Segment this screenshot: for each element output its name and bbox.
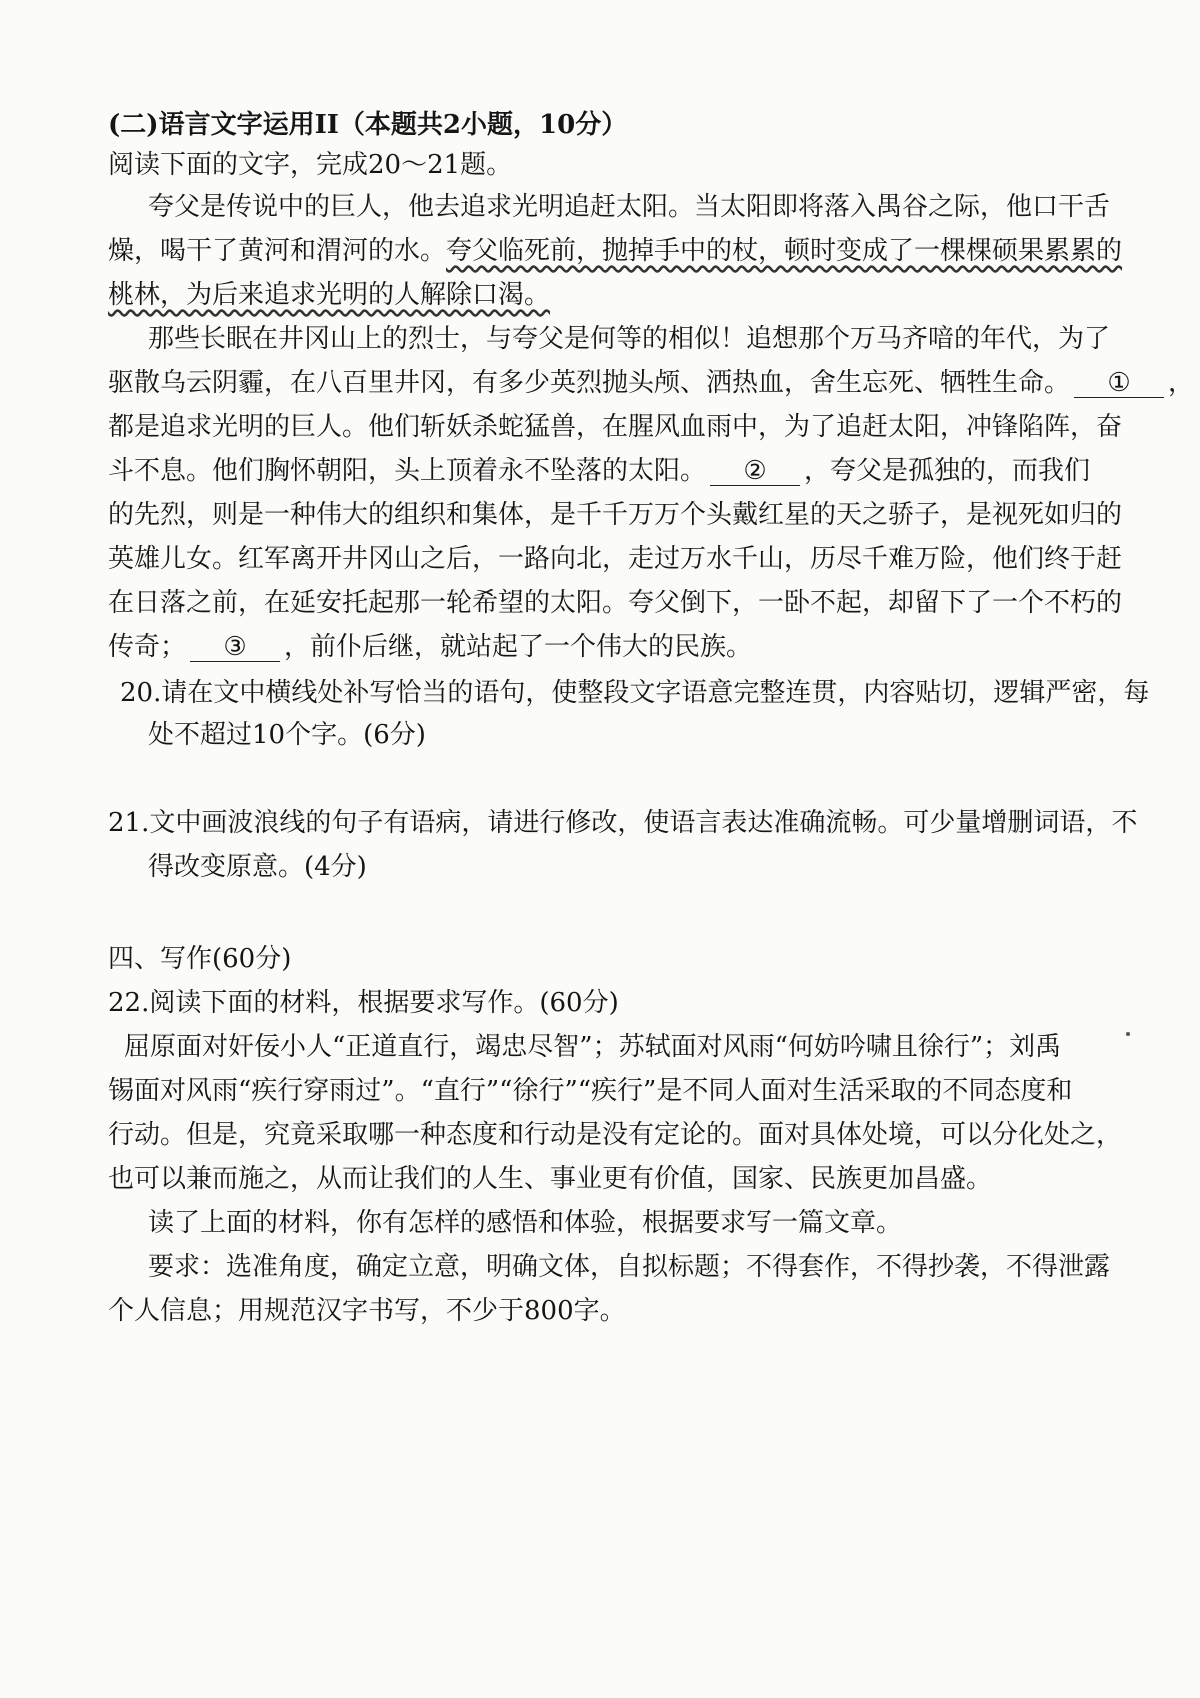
- question-22: 22.阅读下面的材料，根据要求写作。(60分): [108, 988, 619, 1018]
- passage-text: 驱散乌云阴霾，在八百里井冈，有多少英烈抛头颅、洒热血，舍生忘死、牺牲生命。: [108, 368, 1071, 398]
- question-20: 20.请在文中横线处补写恰当的语句，使整段文字语意完整连贯，内容贴切，逻辑严密，每: [120, 678, 1150, 708]
- requirement-line: 要求：选准角度，确定立意，明确文体，自拟标题；不得套作，不得抄袭，不得泄露: [148, 1252, 1111, 1282]
- section-intro: 阅读下面的文字，完成20～21题。: [108, 150, 513, 180]
- passage-text: ，: [1168, 368, 1195, 398]
- passage-text: 传奇；: [108, 632, 187, 662]
- passage-line: 那些长眠在井冈山上的烈士，与夸父是何等的相似！追想那个万马齐喑的年代，为了: [148, 324, 1111, 354]
- passage-text: 燥，喝干了黄河和渭河的水。: [108, 236, 447, 266]
- question-20-cont: 处不超过10个字。(6分): [148, 720, 426, 750]
- blank-2: ②: [710, 457, 800, 486]
- writing-heading: 四、写作(60分): [108, 944, 292, 974]
- passage-line: 夸父是传说中的巨人，他去追求光明追赶太阳。当太阳即将落入禺谷之际，他口干舌: [148, 192, 1111, 222]
- passage-line: 都是追求光明的巨人。他们斩妖杀蛇猛兽，在腥风血雨中，为了追赶太阳，冲锋陷阵，奋: [108, 412, 1123, 442]
- passage-line: [108, 454, 1090, 488]
- material-line: 屈原面对奸佞小人“正道直行，竭忠尽智”；苏轼面对风雨“何妨吟啸且徐行”；刘禹: [124, 1032, 1062, 1062]
- passage-line: 的先烈，则是一种伟大的组织和集体，是千千万万个头戴红星的天之骄子，是视死如归的: [108, 500, 1123, 530]
- requirement-line: 个人信息；用规范汉字书写，不少于800字。: [108, 1296, 626, 1326]
- material-line: 锡面对风雨“疾行穿雨过”。“直行”“徐行”“疾行”是不同人面对生活采取的不同态度和: [108, 1076, 1073, 1106]
- material-line: 读了上面的材料，你有怎样的感悟和体验，根据要求写一篇文章。: [148, 1208, 903, 1238]
- passage-text: ，前仆后继，就站起了一个伟大的民族。: [284, 632, 753, 662]
- blank-3: ③: [190, 633, 280, 662]
- question-21: 21.文中画波浪线的句子有语病，请进行修改，使语言表达准确流畅。可少量增删词语，不: [108, 808, 1138, 838]
- wavy-sentence: 桃林，为后来追求光明的人解除口渴。: [108, 280, 551, 310]
- passage-line: 在日落之前，在延安托起那一轮希望的太阳。夸父倒下，一卧不起，却留下了一个不朽的: [108, 588, 1123, 618]
- passage-text: 斗不息。他们胸怀朝阳，头上顶着永不坠落的太阳。: [108, 456, 707, 486]
- passage-line: 英雄儿女。红军离开井冈山之后，一路向北，走过万水千山，历尽千难万险，他们终于赶: [108, 544, 1123, 574]
- material-line: 也可以兼而施之，从而让我们的人生、事业更有价值，国家、民族更加昌盛。: [108, 1164, 993, 1194]
- passage-text: ，夸父是孤独的，而我们: [804, 456, 1091, 486]
- question-21-cont: 得改变原意。(4分): [148, 852, 367, 882]
- wavy-sentence: 夸父临死前，抛掉手中的杖，顿时变成了一棵棵硕果累累的: [446, 236, 1123, 266]
- scan-speck: [1126, 1032, 1130, 1036]
- material-line: 行动。但是，究竟采取哪一种态度和行动是没有定论的。面对具体处境，可以分化处之，: [108, 1120, 1123, 1150]
- blank-1: ①: [1074, 369, 1164, 398]
- section-heading: (二)语言文字运用II（本题共2小题，10分）: [108, 110, 628, 140]
- passage-line: [108, 366, 1194, 400]
- passage-line: [108, 234, 1122, 268]
- passage-line: [108, 278, 550, 312]
- passage-line: [108, 630, 752, 664]
